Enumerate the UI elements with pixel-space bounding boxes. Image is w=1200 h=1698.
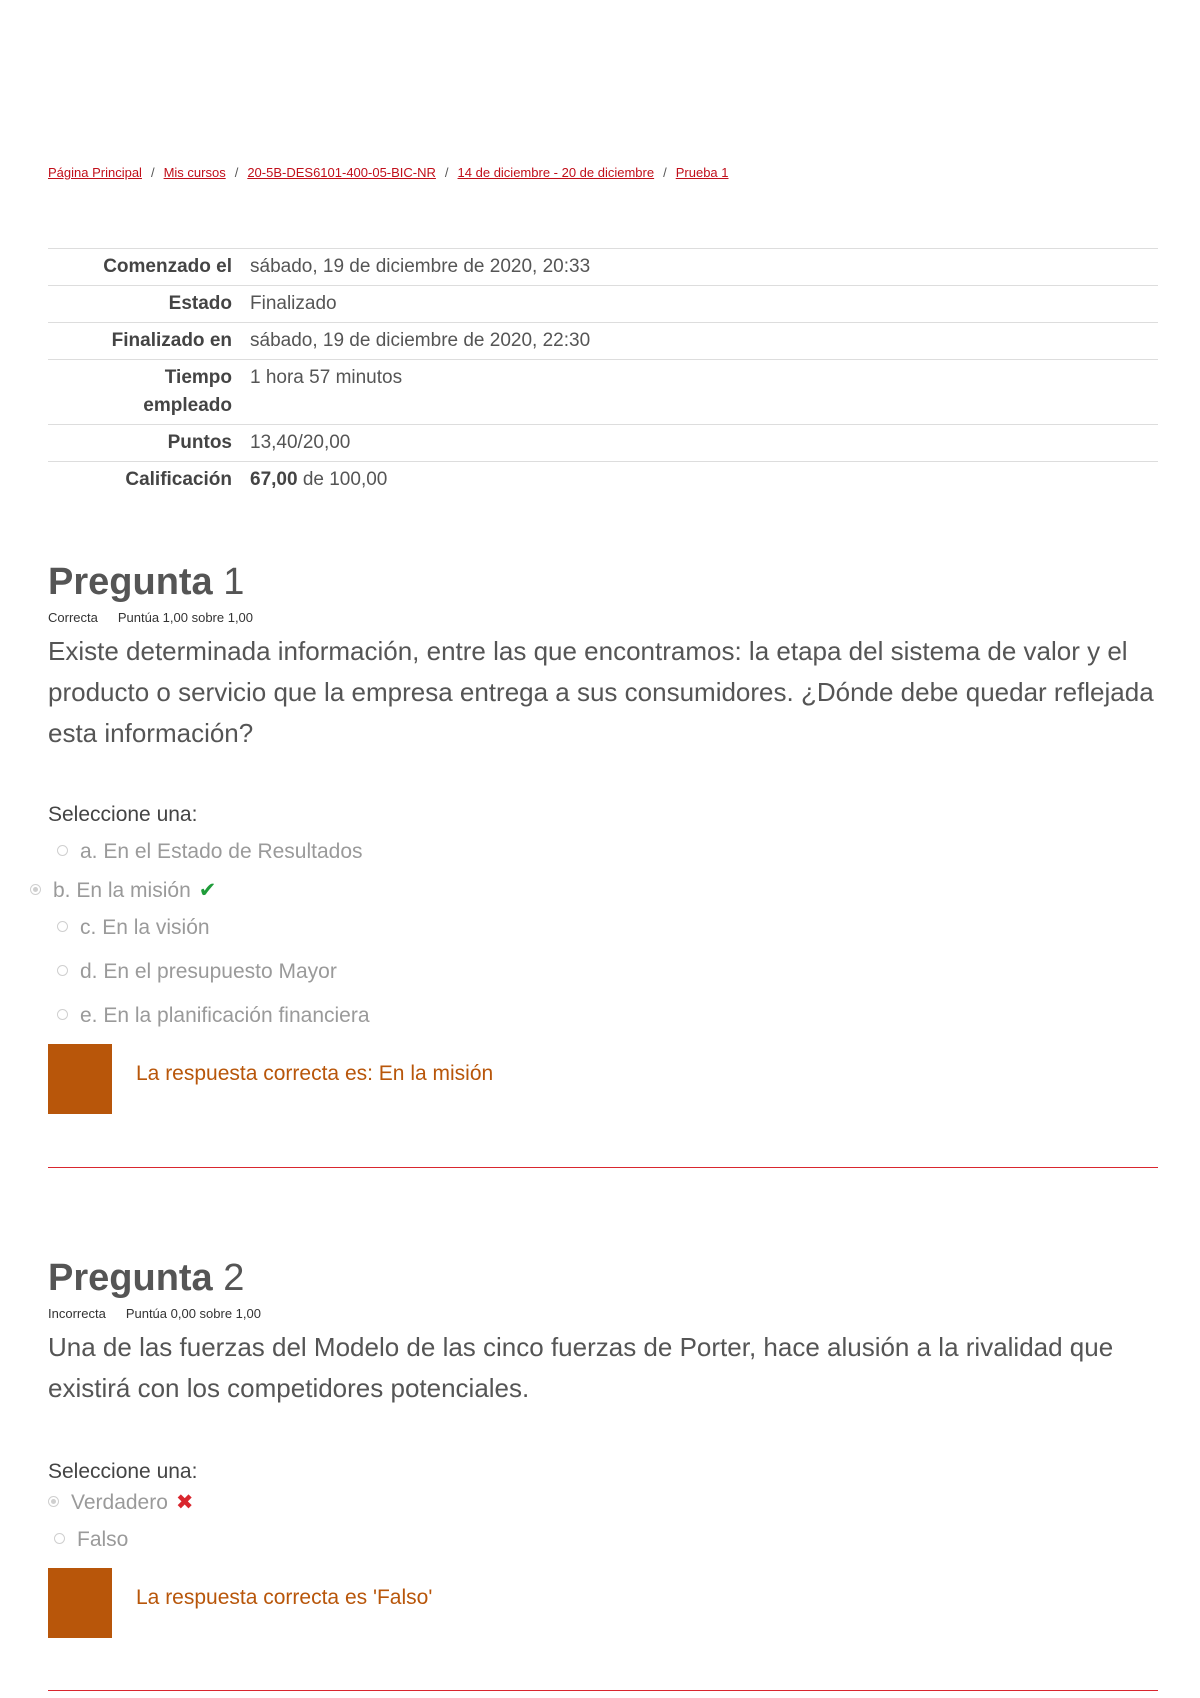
radio-button[interactable] — [57, 1009, 68, 1020]
breadcrumb-home-link[interactable]: Página Principal — [48, 165, 142, 180]
radio-button[interactable] — [54, 1533, 65, 1544]
question-text: Una de las fuerzas del Modelo de las cinco fuerzas de Porter, hace alusión a la rivalidad que existirá con los competidores potenciales. — [48, 1332, 1114, 1403]
radio-button-selected[interactable] — [30, 884, 41, 895]
started-value: sábado, 19 de diciembre de 2020, 20:33 — [250, 256, 591, 277]
question-title — [48, 560, 1158, 604]
grade-max: de 100,00 — [302, 469, 388, 490]
time-label — [48, 360, 250, 425]
option-letter: b. — [53, 879, 71, 902]
answer-option-a[interactable] — [57, 840, 363, 864]
state-label: Estado — [168, 293, 232, 314]
select-one-label: Seleccione una: — [48, 803, 198, 826]
question-score: Puntúa 1,00 sobre 1,00 — [117, 610, 254, 625]
option-label: En la planificación financiera — [103, 1004, 370, 1027]
points-value: 13,40/20,00 — [250, 432, 351, 453]
correct-answer-text: La respuesta correcta es 'Falso' — [136, 1586, 433, 1609]
points-label: Puntos — [167, 432, 232, 453]
option-label: Verdadero — [71, 1491, 168, 1514]
breadcrumb-separator: / — [444, 165, 449, 180]
radio-button-selected[interactable] — [48, 1496, 59, 1507]
question-status: Correcta — [48, 610, 98, 625]
feedback-box — [48, 1044, 1158, 1114]
breadcrumb-separator: / — [234, 165, 239, 180]
breadcrumb-separator: / — [663, 165, 667, 180]
question-divider — [48, 1167, 1158, 1168]
breadcrumb-separator: / — [150, 165, 155, 180]
option-letter: d. — [80, 960, 98, 983]
radio-button[interactable] — [57, 921, 68, 932]
question-divider — [48, 1690, 1158, 1691]
check-icon: ✔ — [198, 879, 217, 902]
finished-value: sábado, 19 de diciembre de 2020, 22:30 — [250, 330, 591, 351]
option-label: En la misión — [76, 879, 191, 902]
breadcrumb-week-link[interactable]: 14 de diciembre - 20 de diciembre — [457, 165, 655, 180]
question-number: 2 — [223, 1257, 245, 1299]
option-label: En el Estado de Resultados — [103, 840, 363, 863]
question-title — [48, 1256, 1158, 1300]
option-label: En la visión — [102, 916, 210, 939]
option-letter: a. — [80, 840, 98, 863]
question-status: Incorrecta — [48, 1306, 106, 1321]
question-number: 1 — [223, 561, 245, 603]
question-2 — [48, 1256, 1158, 1409]
summary-row-started — [48, 249, 1158, 286]
correct-answer-text: La respuesta correcta es: En la misión — [136, 1062, 494, 1085]
summary-row-finished — [48, 323, 1158, 360]
answer-option-b[interactable] — [30, 878, 216, 903]
feedback-marker — [48, 1044, 112, 1114]
question-title-word: Pregunta — [48, 1257, 213, 1299]
radio-button[interactable] — [57, 845, 68, 856]
radio-button[interactable] — [57, 965, 68, 976]
question-score: Puntúa 0,00 sobre 1,00 — [125, 1306, 261, 1321]
question-info — [48, 1306, 1158, 1321]
question-title-word: Pregunta — [48, 561, 213, 603]
state-value: Finalizado — [250, 293, 337, 314]
summary-row-time — [48, 360, 1158, 425]
option-label: En el presupuesto Mayor — [103, 960, 337, 983]
option-label: Falso — [77, 1528, 129, 1551]
started-label: Comenzado el — [103, 256, 232, 277]
breadcrumb-course-link[interactable]: 20-5B-DES6101-400-05-BIC-NR — [247, 165, 436, 180]
grade-label: Calificación — [125, 469, 232, 490]
breadcrumb-my-courses-link[interactable]: Mis cursos — [163, 165, 226, 180]
summary-row-points — [48, 425, 1158, 462]
grade-score: 67,00 — [250, 469, 298, 490]
time-label-line-2: empleado — [143, 395, 232, 416]
cross-icon: ✖ — [175, 1491, 194, 1514]
summary-row-grade — [48, 462, 1158, 499]
option-letter: e. — [80, 1004, 98, 1027]
feedback-box — [48, 1568, 1158, 1638]
question-1 — [48, 560, 1158, 754]
question-text: Existe determinada información, entre las que encontramos: la etapa del sistema de valor y el producto o servicio que la empresa entrega a sus consumidores. ¿Dónde debe quedar reflejada esta información? — [48, 636, 1154, 748]
attempt-summary-table — [48, 248, 1158, 498]
breadcrumb — [48, 165, 729, 180]
answer-option-true[interactable] — [48, 1490, 194, 1515]
answer-option-d[interactable] — [57, 960, 337, 984]
feedback-marker — [48, 1568, 112, 1638]
question-info — [48, 610, 1158, 625]
answer-option-false[interactable] — [54, 1528, 128, 1552]
select-one-label: Seleccione una: — [48, 1460, 198, 1483]
summary-row-state — [48, 286, 1158, 323]
time-label-line-1: Tiempo — [164, 367, 232, 388]
option-letter: c. — [80, 916, 97, 939]
grade-value — [250, 462, 1158, 499]
time-value: 1 hora 57 minutos — [250, 367, 403, 388]
answer-option-c[interactable] — [57, 916, 210, 940]
answer-option-e[interactable] — [57, 1004, 370, 1028]
breadcrumb-quiz-link[interactable]: Prueba 1 — [675, 165, 729, 180]
finished-label: Finalizado en — [111, 330, 232, 351]
